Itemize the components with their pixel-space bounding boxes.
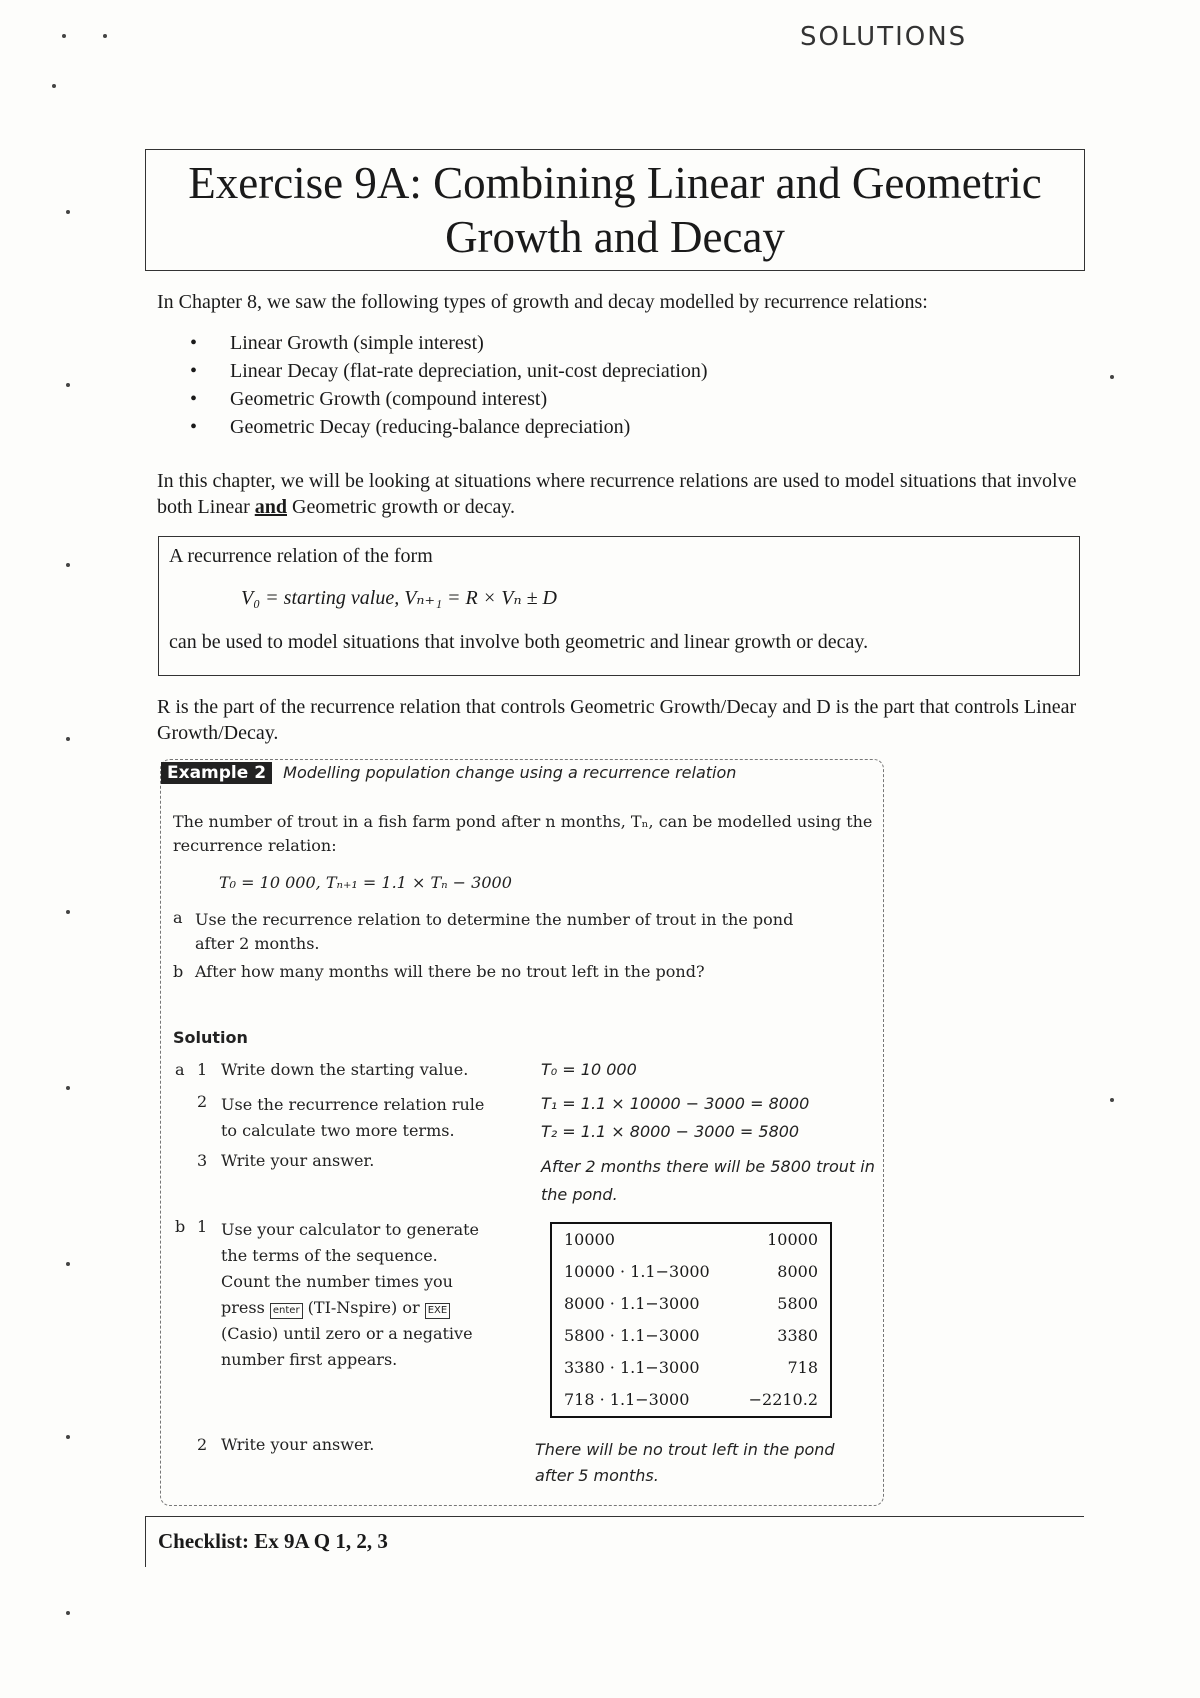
scan-speck <box>66 1611 70 1615</box>
scan-speck <box>52 84 56 88</box>
table-row <box>551 1384 831 1417</box>
calculator-sequence-table <box>550 1222 832 1418</box>
step-b-label: b <box>175 1217 186 1236</box>
list-item: • Geometric Decay (reducing-balance depreciation) <box>190 413 990 441</box>
table-row <box>551 1256 831 1288</box>
scan-speck <box>66 1262 70 1266</box>
step-b2-text: Write your answer. <box>221 1435 375 1454</box>
exercise-title-box <box>145 149 1085 271</box>
scan-speck <box>1110 1098 1114 1102</box>
calc-result-cell: 10000 <box>767 1229 818 1249</box>
calc-result-cell: 8000 <box>777 1261 818 1281</box>
part-a-label: a <box>173 908 183 927</box>
step-b2-num: 2 <box>197 1435 208 1454</box>
checklist-box <box>145 1516 1084 1567</box>
calc-expression-cell: 718 · 1.1−3000 <box>564 1389 690 1409</box>
definition-box <box>158 536 1080 676</box>
definition-line3: can be used to model situations that involve both geometric and linear growth or decay. <box>169 631 869 653</box>
step-a2-answer-1: T₁ = 1.1 × 10000 − 3000 = 8000 <box>541 1094 810 1113</box>
scan-speck <box>62 34 66 38</box>
step-b1-text <box>221 1217 486 1373</box>
checklist-text: Checklist: Ex 9A Q 1, 2, 3 <box>158 1529 388 1553</box>
enter-key-icon: enter <box>270 1303 303 1319</box>
scan-speck <box>66 1086 70 1090</box>
chapter-text-part2: Geometric growth or decay. <box>287 496 516 518</box>
calc-expression-cell: 8000 · 1.1−3000 <box>564 1293 700 1313</box>
step-a1-text: Write down the starting value. <box>221 1060 469 1079</box>
step-b1-num: 1 <box>197 1217 208 1236</box>
example-badge: Example 2 <box>161 762 272 784</box>
step-a1-answer: T₀ = 10 000 <box>541 1060 637 1079</box>
scan-speck <box>66 1435 70 1439</box>
list-item: • Geometric Growth (compound interest) <box>190 385 990 413</box>
table-row <box>551 1223 831 1256</box>
table-row <box>551 1320 831 1352</box>
exercise-title-line1: Exercise 9A: Combining Linear and Geometric <box>188 158 1042 208</box>
table-row <box>551 1352 831 1384</box>
definition-line1: A recurrence relation of the form <box>169 545 433 567</box>
scan-speck <box>66 383 70 387</box>
rd-paragraph: R is the part of the recurrence relation that controls Geometric Growth/Decay and D is the part that controls Linear Growth/Decay. <box>157 696 1077 744</box>
step-a2-num: 2 <box>197 1092 208 1111</box>
part-b-question: After how many months will there be no trout left in the pond? <box>195 962 705 981</box>
handwritten-solutions-note: SOLUTIONS <box>800 22 968 52</box>
scan-speck <box>103 34 107 38</box>
example-problem: The number of trout in a fish farm pond after n months, Tₙ, can be modelled using the recurrence relation: <box>173 812 873 855</box>
solution-heading: Solution <box>173 1028 248 1047</box>
table-row <box>551 1288 831 1320</box>
step-b1-text-post: (Casio) until zero or a negative number first appears. <box>221 1324 473 1369</box>
example-heading: Modelling population change using a recurrence relation <box>283 763 737 782</box>
step-a3-answer: After 2 months there will be 5800 trout in the pond. <box>541 1157 875 1204</box>
step-b2-answer: There will be no trout left in the pond after 5 months. <box>535 1440 835 1485</box>
exe-key-icon: EXE <box>425 1303 451 1319</box>
calc-expression-cell: 5800 · 1.1−3000 <box>564 1325 700 1345</box>
step-a1-num: 1 <box>197 1060 208 1079</box>
step-b1-text-pre: Use your calculator to generate the terms of the sequence. Count the number times you press <box>221 1220 480 1317</box>
list-item: • Linear Growth (simple interest) <box>190 329 990 357</box>
part-b-label: b <box>173 962 184 981</box>
calc-expression-cell: 10000 · 1.1−3000 <box>564 1261 710 1281</box>
scan-speck <box>66 910 70 914</box>
example-relation: T₀ = 10 000, Tₙ₊₁ = 1.1 × Tₙ − 3000 <box>219 873 512 892</box>
chapter-paragraph <box>157 468 1087 520</box>
exercise-title-line2: Growth and Decay <box>445 212 785 262</box>
example-header <box>161 762 736 784</box>
calc-result-cell: 5800 <box>777 1293 818 1313</box>
scan-speck <box>1110 375 1114 379</box>
calc-result-cell: −2210.2 <box>748 1389 818 1409</box>
intro-paragraph: In Chapter 8, we saw the following types of growth and decay modelled by recurrence relations: <box>157 291 928 313</box>
step-a3-num: 3 <box>197 1151 208 1170</box>
calc-expression-cell: 10000 <box>564 1229 615 1249</box>
definition-formula: V₀ = starting value, Vₙ₊₁ = R × Vₙ ± D <box>241 587 557 609</box>
step-a3-text: Write your answer. <box>221 1151 375 1170</box>
scan-speck <box>66 210 70 214</box>
chapter-text-part1: In this chapter, we will be looking at situations where recurrence relations are used to model situations that involve both Linear <box>157 470 1077 518</box>
scan-speck <box>66 737 70 741</box>
calc-result-cell: 3380 <box>777 1325 818 1345</box>
growth-types-list <box>190 329 990 441</box>
step-a-label: a <box>175 1060 185 1079</box>
step-a2-text: Use the recurrence relation rule to calculate two more terms. <box>221 1095 485 1140</box>
step-a2-answer-2: T₂ = 1.1 × 8000 − 3000 = 5800 <box>541 1122 800 1141</box>
calc-result-cell: 718 <box>787 1357 818 1377</box>
step-b1-text-mid: (TI-Nspire) or <box>307 1298 420 1317</box>
chapter-text-emphasis: and <box>254 496 287 518</box>
calc-expression-cell: 3380 · 1.1−3000 <box>564 1357 700 1377</box>
part-a-question: Use the recurrence relation to determine the number of trout in the pond after 2 months. <box>195 910 794 953</box>
list-item: • Linear Decay (flat-rate depreciation, unit-cost depreciation) <box>190 357 990 385</box>
scan-speck <box>66 563 70 567</box>
